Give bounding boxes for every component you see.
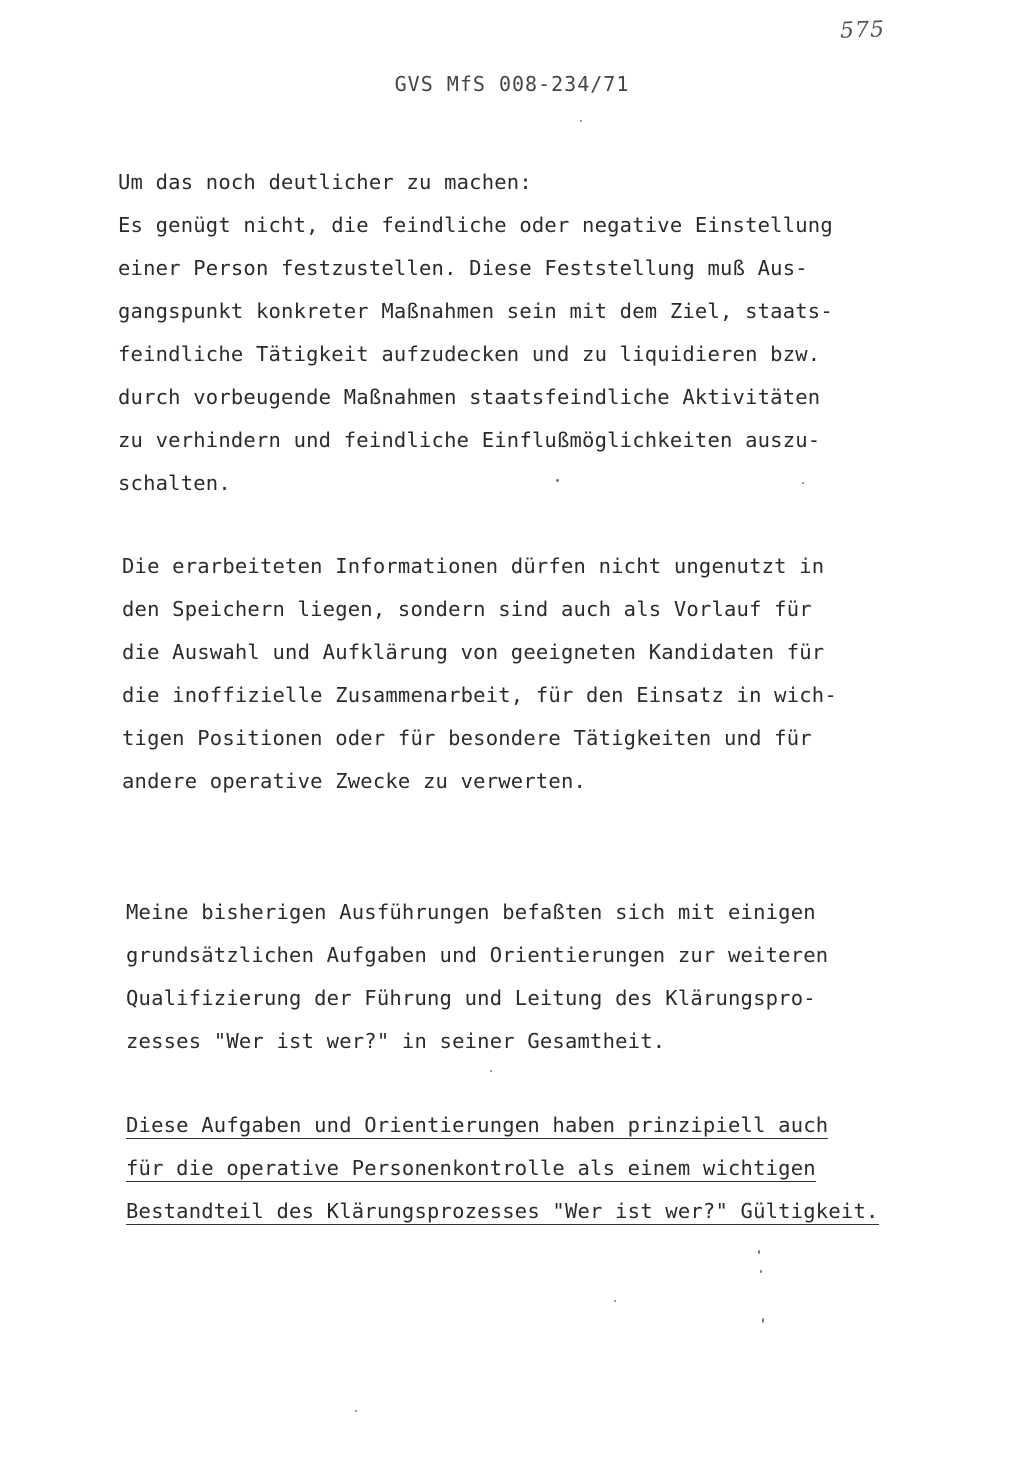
document-reference: GVS MfS 008-234/71	[394, 72, 630, 96]
scan-speck	[556, 479, 559, 482]
scan-speck	[614, 1300, 616, 1302]
text-line: die Auswahl und Aufklärung von geeigneten Kandidaten für	[122, 640, 825, 664]
scan-speck	[760, 1270, 762, 1273]
scan-speck	[355, 1410, 357, 1412]
paragraph-4-underlined	[126, 1104, 879, 1233]
underlined-text-line	[126, 1147, 879, 1190]
text-line: grundsätzlichen Aufgaben und Orientierungen zur weiteren	[126, 943, 829, 967]
scan-speck	[762, 1318, 764, 1323]
text-line: einer Person festzustellen. Diese Feststellung muß Aus-	[118, 256, 808, 280]
text-line: tigen Positionen oder für besondere Tätigkeiten und für	[122, 726, 812, 750]
text-line: schalten.	[118, 471, 231, 495]
handwritten-page-number: 575	[839, 17, 886, 44]
underlined-text-line	[126, 1190, 879, 1233]
scan-speck	[758, 1250, 760, 1254]
scan-speck	[490, 1070, 492, 1072]
text-line: zesses "Wer ist wer?" in seiner Gesamtheit.	[126, 1029, 666, 1053]
underlined-text: für die operative Personenkontrolle als einem wichtigen	[126, 1156, 816, 1180]
text-line: feindliche Tätigkeit aufzudecken und zu liquidieren bzw.	[118, 342, 821, 366]
text-line: Um das noch deutlicher zu machen:	[118, 170, 532, 194]
text-line: zu verhindern und feindliche Einflußmöglichkeiten auszu-	[118, 428, 821, 452]
scan-speck	[802, 482, 804, 484]
text-line: Meine bisherigen Ausführungen befaßten sich mit einigen	[126, 900, 816, 924]
paragraph-2	[122, 545, 837, 803]
text-line: andere operative Zwecke zu verwerten.	[122, 769, 587, 793]
text-line: durch vorbeugende Maßnahmen staatsfeindliche Aktivitäten	[118, 385, 821, 409]
underlined-text: Bestandteil des Klärungsprozesses "Wer ist wer?" Gültigkeit.	[126, 1199, 879, 1223]
text-line: Die erarbeiteten Informationen dürfen nicht ungenutzt in	[122, 554, 825, 578]
text-line: gangspunkt konkreter Maßnahmen sein mit dem Ziel, staats-	[118, 299, 833, 323]
text-line: Es genügt nicht, die feindliche oder negative Einstellung	[118, 213, 833, 237]
text-line: Qualifizierung der Führung und Leitung des Klärungspro-	[126, 986, 816, 1010]
text-line: den Speichern liegen, sondern sind auch als Vorlauf für	[122, 597, 812, 621]
text-line: die inoffizielle Zusammenarbeit, für den Einsatz in wich-	[122, 683, 837, 707]
underlined-text: Diese Aufgaben und Orientierungen haben prinzipiell auch	[126, 1113, 829, 1137]
scan-speck	[580, 120, 582, 122]
underlined-text-line	[126, 1104, 879, 1147]
paragraph-1	[118, 161, 833, 505]
paragraph-3	[126, 891, 828, 1063]
